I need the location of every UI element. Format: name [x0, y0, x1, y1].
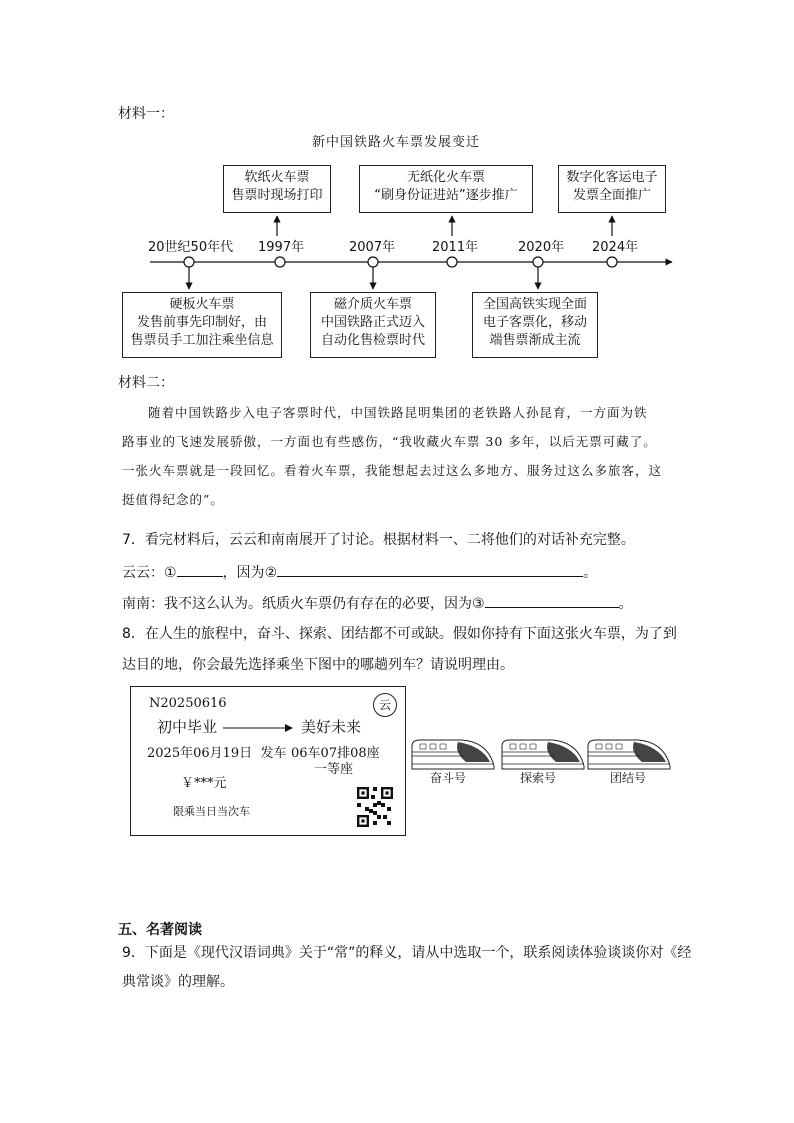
q7-yunyun-line [122, 562, 597, 583]
ticket-depart: 发车 [260, 746, 287, 761]
box-line: 硬板火车票 [169, 297, 235, 312]
bottom-box-1950s [122, 292, 282, 358]
ticket-number: N20250616 [149, 696, 227, 711]
section-heading: 五、名著阅读 [118, 922, 202, 938]
answer-blank-3[interactable] [485, 593, 619, 608]
train-label: 探索号 [519, 771, 556, 785]
box-line: 自动化售检票时代 [320, 333, 425, 348]
answer-blank-1[interactable] [177, 562, 223, 577]
timeline-node [275, 257, 285, 267]
year-label: 2024年 [592, 240, 639, 255]
paragraph-line: 一张火车票就是一段回忆。看着火车票，我能想起去过这么多地方、服务过这么多旅客，这 [122, 463, 663, 478]
paragraph-line: 随着中国铁路步入电子客票时代，中国铁路昆明集团的老铁路人孙昆育，一方面为铁 [148, 405, 648, 420]
answer-blank-2[interactable] [277, 562, 583, 577]
ticket-date-value: 2025年06月19日 [147, 746, 253, 761]
paragraph-line: 路事业的飞速发展骄傲，一方面也有些感伤，“我收藏火车票 30 多年，以后无票可藏了。 [122, 434, 657, 449]
paragraph-line: 挺值得纪念的”。 [122, 492, 224, 507]
ticket-badge: 云 [373, 693, 397, 717]
box-line: 电子客票化，移动 [482, 315, 587, 330]
train-label: 奋斗号 [429, 771, 466, 785]
train-tansuo-icon [500, 738, 586, 772]
box-line: 端售票渐成主流 [489, 333, 581, 348]
question-8-line1: 8．在人生的旅程中，奋斗、探索、团结都不可或缺。假如你持有下面这张火车票，为了到 [122, 626, 677, 642]
year-label: 20世纪50年代 [148, 240, 234, 255]
ticket-seat: 06车07排08座 [291, 746, 380, 761]
ticket-to: 美好未来 [301, 718, 362, 736]
train-fendou-icon [410, 738, 496, 772]
end-punct: 。 [583, 565, 598, 581]
box-line: 软纸火车票 [244, 170, 310, 185]
train-label: 团结号 [609, 771, 646, 785]
material1-heading: 材料一： [118, 106, 174, 122]
train-ticket [130, 686, 406, 836]
speaker-label: 云云： [122, 565, 164, 581]
timeline-node [447, 257, 457, 267]
ticket-date [147, 745, 286, 763]
bottom-box-2020 [472, 292, 598, 358]
end-punct: 。 [618, 596, 633, 612]
box-line: 发票全面推广 [572, 188, 651, 203]
blank-marker: ② [264, 565, 278, 581]
year-label: 2020年 [518, 240, 565, 255]
question-8-line2: 达目的地，你会最先选择乘坐下图中的哪趟列车？请说明理由。 [122, 657, 514, 673]
box-line: 售票时现场打印 [231, 188, 323, 203]
timeline-node [184, 257, 194, 267]
ticket-class: 一等座 [314, 762, 354, 777]
because-text: ，因为 [222, 565, 265, 581]
ticket-note: 限乘当日当次车 [173, 805, 250, 818]
timeline-node [607, 257, 617, 267]
box-line: 磁介质火车票 [333, 297, 412, 312]
question-9-line1: 9．下面是《现代汉语词典》关于“常”的释义，请从中选取一个，联系阅读体验谈谈你对《经 [122, 945, 692, 961]
box-line: 中国铁路正式迈入 [320, 315, 425, 330]
ticket-arrow [223, 723, 295, 733]
box-line: 数字化客运电子 [566, 170, 658, 185]
qr-code-icon [357, 787, 393, 827]
box-line: 无纸化火车票 [406, 170, 485, 185]
timeline-title: 新中国铁路火车票发展变迁 [312, 135, 481, 150]
year-label: 1997年 [258, 240, 305, 255]
timeline-node [368, 257, 378, 267]
blank-marker: ① [164, 565, 177, 581]
question-9-line2: 典常谈》的理解。 [122, 974, 234, 990]
q7-nannan-line [122, 593, 633, 614]
bottom-box-2007 [310, 292, 436, 358]
box-line: 全国高铁实现全面 [482, 297, 587, 312]
box-line: 售票员手工加注乘坐信息 [130, 333, 274, 348]
nannan-text: 南南：我不这么认为。纸质火车票仍有存在的必要，因为 [122, 596, 472, 612]
ticket-from: 初中毕业 [157, 718, 218, 736]
year-label: 2011年 [432, 240, 479, 255]
train-tuanjie-icon [586, 738, 672, 772]
material2-paragraph [122, 398, 682, 514]
question-7: 7．看完材料后，云云和南南展开了讨论。根据材料一、二将他们的对话补充完整。 [122, 532, 635, 548]
ticket-price: ￥***元 [181, 776, 227, 791]
box-line: 发售前事先印制好，由 [136, 315, 267, 330]
box-line: “刷身份证进站”逐步推广 [374, 188, 518, 203]
material2-heading: 材料二： [118, 375, 174, 391]
year-label: 2007年 [349, 240, 396, 255]
timeline-node [533, 257, 543, 267]
blank-marker: ③ [472, 596, 485, 612]
